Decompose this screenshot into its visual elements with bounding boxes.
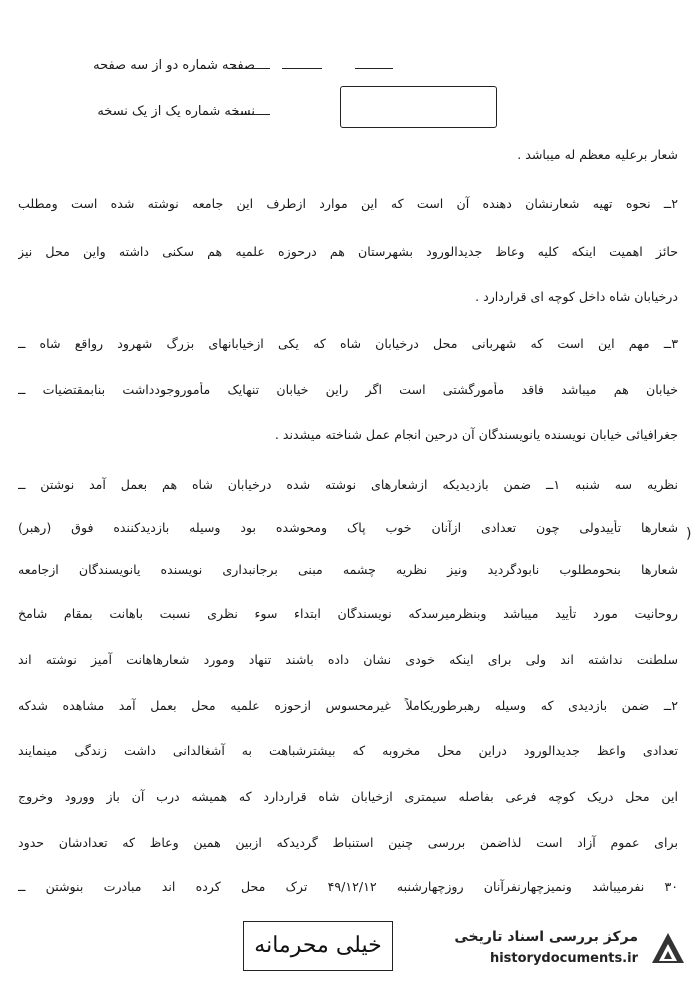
body-line: خیابان هم میباشد فاقد مأمورگشتی است اگر راین خیابان تنهایک مأموروجودداشت بنابمقتضیات ــ bbox=[18, 382, 678, 397]
body-line: ۳۰ نفرمیباشد ونمیزچهارنفرآنان روزچهارشنبه ۴۹/۱۲/۱۲ ترک محل کرده اند مبادرت بنوشتن ــ bbox=[18, 879, 678, 894]
watermark-title: مرکز بررسی اسناد تاریخی bbox=[454, 929, 638, 945]
archive-logo-icon bbox=[646, 927, 690, 971]
body-line: برای عموم آزاد است لذاضمن بررسی چنین استنباط گردیدکه ازبین همین وعاظ که تعدادشان حدود bbox=[18, 835, 678, 850]
watermark bbox=[420, 925, 690, 975]
body-line: نظریه سه شنبه ۱ــ ضمن بازدیدیکه ازشعارهای نوشته شده درخیابان شاه هم بعمل آمد نوشتن ــ bbox=[18, 477, 678, 492]
copy-number-stamp bbox=[340, 86, 497, 128]
header-underline bbox=[232, 114, 270, 115]
header-underline bbox=[282, 68, 322, 69]
body-line: تعدادی واعظ جدیدالورود دراین محل مخروبه که بیشترشباهت به آشغالدانی داشت زندگی مینمایند bbox=[18, 743, 678, 758]
body-line: ۲ــ ضمن بازدیدی که وسیله رهبرطوریکاملاً غیرمحسوس ازحوزه علمیه محل بعمل آمد مشاهده شدکه bbox=[18, 698, 678, 713]
body-line: شعار برعلیه معظم له میباشد . bbox=[517, 147, 678, 162]
body-line: شعارها بنحومطلوب نابودگردید ونیز نظریه چشمه مبنی برجانبداری نویسنده یانویسندگان ازجامعه bbox=[18, 562, 678, 577]
body-line: روحانیت مورد تأیید میباشد وبنظرمیرسدکه نویسندگان ابتداء سوء نظری نسبت باهانت بمقام شامخ bbox=[18, 606, 678, 621]
header-underline bbox=[232, 68, 270, 69]
body-line: این محل دریک کوچه فرعی بفاصله سیمتری ازخیابان شاه قراردارد که همیشه درب آن باز وورود وخروج bbox=[18, 789, 678, 804]
body-line: جغرافیائی خیابان نویسنده یانویسندگان آن درحین انجام عمل شناخته میشدند . bbox=[274, 427, 678, 442]
body-line: حائز اهمیت اینکه کلیه وعاظ جدیدالورود بشهرستان هم درحوزه علمیه هم سکنی داشته واین محل نیز bbox=[18, 244, 678, 259]
body-line: شعارها تأییدولی چون تعدادی ازآنان خوب پاک ومحوشده بود وسیله بازدیدکننده فوق (رهبر) bbox=[18, 520, 678, 535]
body-line: درخیابان شاه داخل کوچه ای قراردارد . bbox=[475, 289, 678, 304]
margin-mark: ) bbox=[686, 526, 692, 542]
body-line: ۳ــ مهم این است که شهربانی محل درخیابان شاه که یکی ازخیابانهای بزرگ شهرود رواقع شاه ــ bbox=[18, 336, 678, 351]
copy-number-header: نسخه شماره یک از یک نسخه bbox=[97, 104, 255, 119]
page-number-header: صفحه شماره دو از سه صفحه bbox=[93, 58, 255, 73]
body-line: سلطنت نداشته اند ولی برای اینکه خودی نشان داده باشند تنهاد ومورد شعارهاهانت آمیز نوشته اند bbox=[18, 652, 678, 667]
body-line: ۲ــ نحوه تهیه شعارنشان دهنده آن است که این موارد ازطرف این جامعه نوشته شده است ومطلب bbox=[18, 196, 678, 211]
watermark-url[interactable]: historydocuments.ir bbox=[489, 951, 638, 966]
classification-stamp bbox=[243, 921, 393, 971]
header-underline bbox=[355, 68, 393, 69]
classification-label: خیلی محرمانه bbox=[254, 933, 382, 958]
